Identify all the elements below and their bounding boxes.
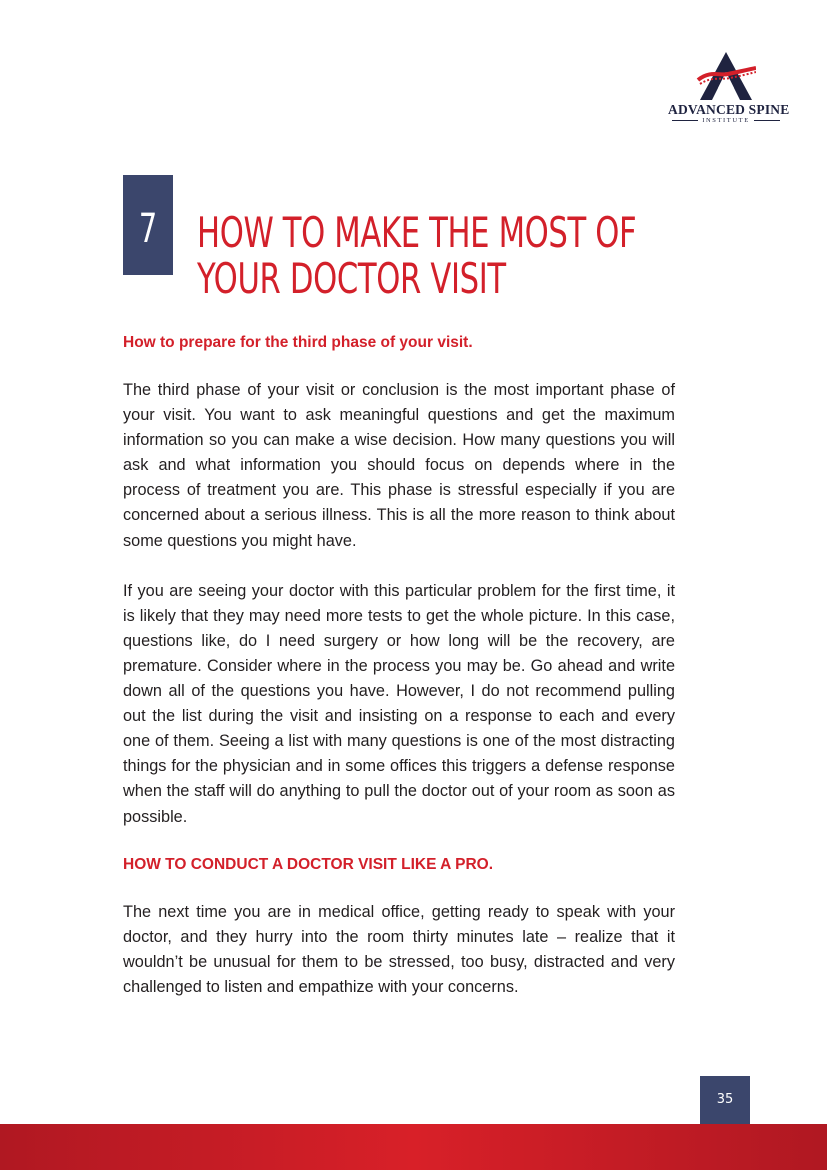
subheading-prepare: How to prepare for the third phase of your visit. <box>123 334 473 351</box>
footer-bar <box>0 1124 827 1170</box>
main-content <box>123 333 675 1025</box>
chapter-number: 7 <box>138 206 158 252</box>
paragraph-first-time: If you are seeing your doctor with this particular problem for the first time, it is likely that they may need more tests to get the whole picture. In this case, questions like, do I need surgery or how long will be the recovery, are premature. Consider where in the process you may be. Go ahead and write down all of the questions you have. However, I do not recommend pulling out the list during the visit and insisting on a response to each and every one of them. Seeing a list with many questions is one of the most distracting things for the physician and in some offices this triggers a defense response when the staff will do anything to pull the doctor out of your room as soon as possible. <box>123 581 675 826</box>
advanced-spine-logo <box>668 50 790 126</box>
subheading-conduct: HOW TO CONDUCT A DOCTOR VISIT LIKE A PRO. <box>123 855 493 873</box>
chapter-title-line1: HOW TO MAKE THE MOST OF <box>197 208 637 257</box>
chapter-title-line2: YOUR DOCTOR VISIT <box>197 254 506 303</box>
spine-a-mountain-icon <box>696 50 756 102</box>
logo-title: ADVANCED SPINE <box>668 102 790 117</box>
chapter-number-box <box>123 175 173 275</box>
chapter-title <box>197 208 637 303</box>
logo-subtitle: INSTITUTE <box>668 117 784 124</box>
page-number: 35 <box>700 1076 750 1124</box>
paragraph-next-time: The next time you are in medical office, getting ready to speak with your doctor, and they hurry into the room thirty minutes late – realize that it wouldn’t be unusual for them to be stressed, too busy, distracted and very challenged to listen and empathize with your concerns. <box>123 902 675 996</box>
paragraph-third-phase: The third phase of your visit or conclusion is the most important phase of your visit. You want to ask meaningful questions and get the maximum information so you can make a wise decision. How many questions you will ask and what information you should focus on depends where in the process of treatment you are. This phase is stressful especially if you are concerned about a serious illness. This is all the more reason to think about some questions you might have. <box>123 381 675 550</box>
